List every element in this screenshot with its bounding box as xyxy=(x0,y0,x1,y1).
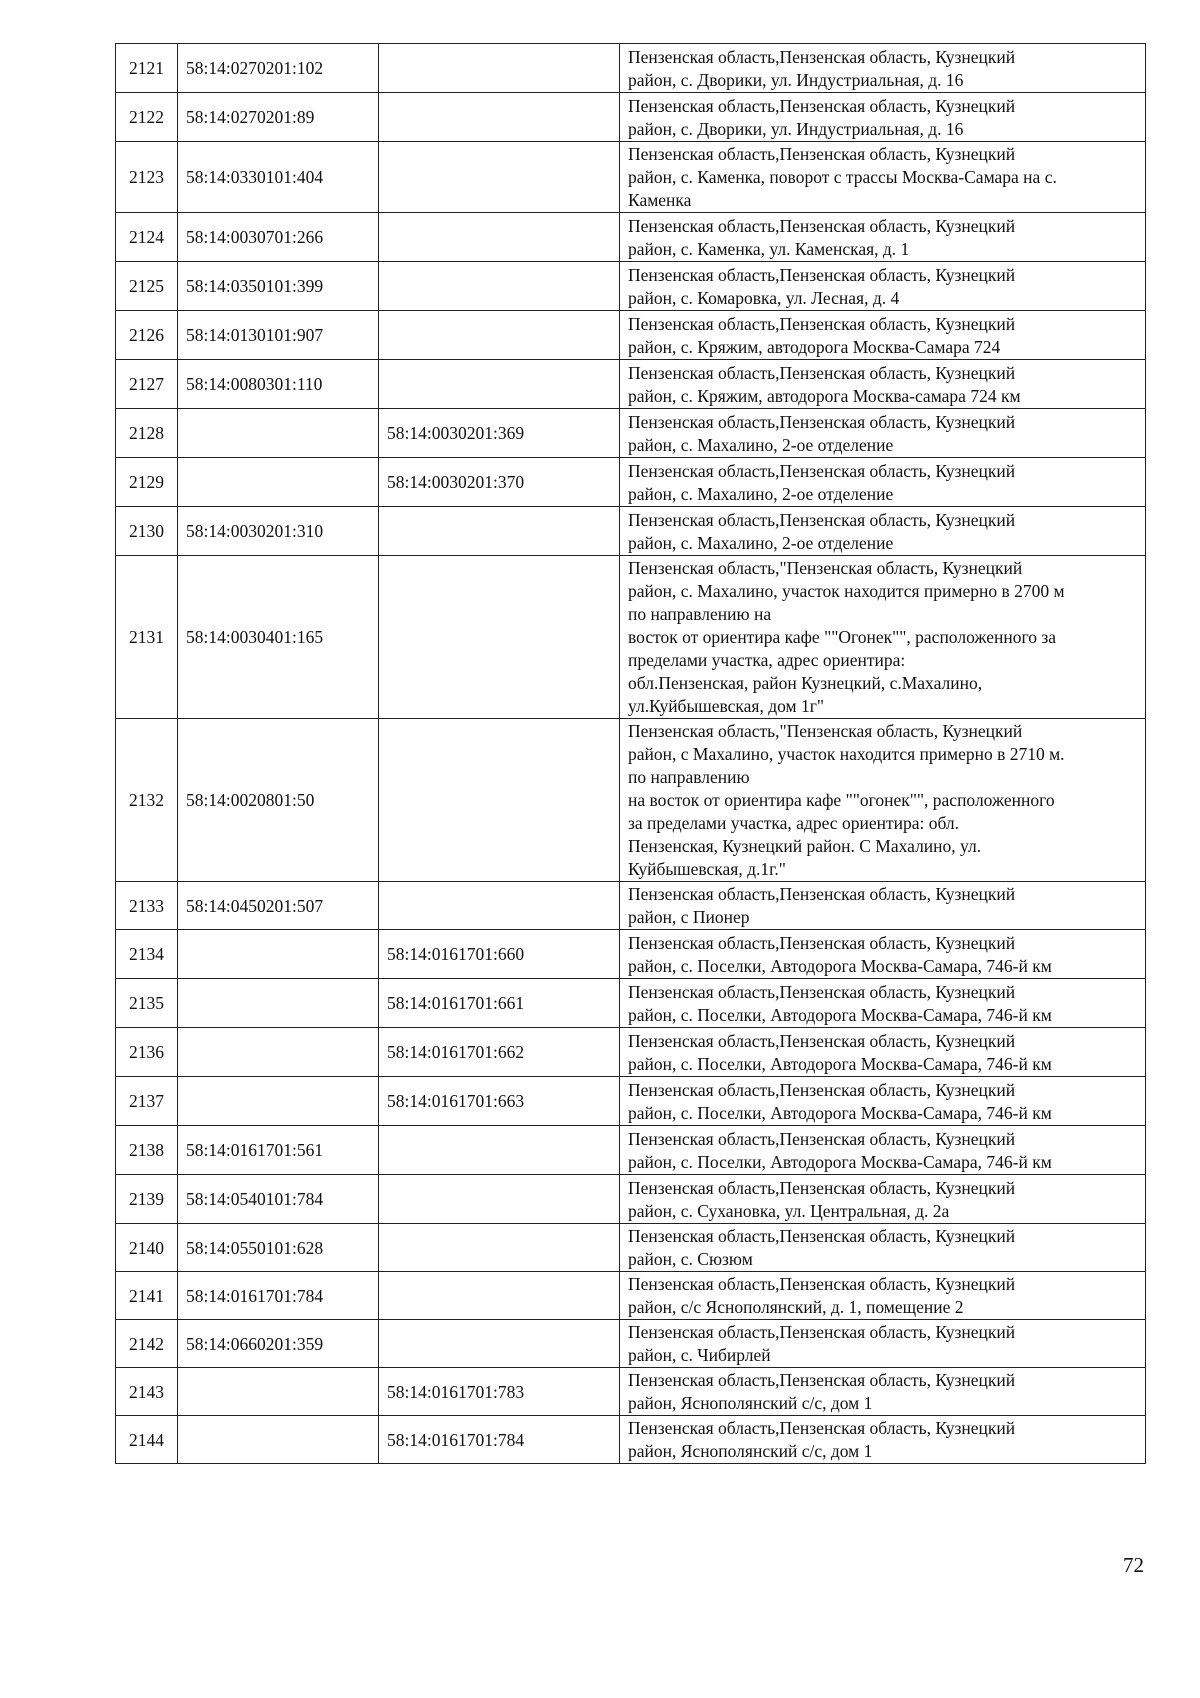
cadastral-number-2: 58:14:0161701:784 xyxy=(379,1416,620,1464)
address-cell: Пензенская область,Пензенская область, Кузнецкий район, с. Сухановка, ул. Центральная, д. 2а xyxy=(620,1175,1146,1224)
row-number: 2121 xyxy=(116,44,178,93)
cadastral-number-1: 58:14:0540101:784 xyxy=(178,1175,379,1224)
row-number: 2126 xyxy=(116,311,178,360)
address-cell: Пензенская область,Пензенская область, Кузнецкий район, с. Кряжим, автодорога Москва-Самара 724 xyxy=(620,311,1146,360)
cadastral-number-2 xyxy=(379,44,620,93)
address-cell: Пензенская область,Пензенская область, Кузнецкий район, с. Поселки, Автодорога Москва-Самара, 746-й км xyxy=(620,1077,1146,1126)
table-row xyxy=(116,1028,1146,1077)
row-number: 2124 xyxy=(116,213,178,262)
cadastral-number-2 xyxy=(379,1224,620,1272)
table-row xyxy=(116,930,1146,979)
cadastral-number-2 xyxy=(379,1272,620,1320)
cadastral-number-2 xyxy=(379,507,620,556)
cadastral-number-2 xyxy=(379,1126,620,1175)
row-number: 2139 xyxy=(116,1175,178,1224)
cadastral-number-1: 58:14:0130101:907 xyxy=(178,311,379,360)
row-number: 2127 xyxy=(116,360,178,409)
address-cell: Пензенская область,Пензенская область, Кузнецкий район, с. Сюзюм xyxy=(620,1224,1146,1272)
address-cell: Пензенская область,"Пензенская область, Кузнецкий район, с. Махалино, участок находится примерно в 2700 м по направлению на восток от ориентира кафе ""Огонек"", расположенного за пределами участка, адрес ориентира: обл.Пензенская, район Кузнецкий, с.Махалино, ул.Куйбышевская, дом 1г" xyxy=(620,556,1146,719)
table-row xyxy=(116,409,1146,458)
cadastral-number-2 xyxy=(379,213,620,262)
cadastral-number-2: 58:14:0161701:783 xyxy=(379,1368,620,1416)
row-number: 2131 xyxy=(116,556,178,719)
cadastral-number-1: 58:14:0660201:359 xyxy=(178,1320,379,1368)
table-row xyxy=(116,507,1146,556)
row-number: 2135 xyxy=(116,979,178,1028)
table-row xyxy=(116,719,1146,882)
cadastral-number-1: 58:14:0030701:266 xyxy=(178,213,379,262)
address-cell: Пензенская область,Пензенская область, Кузнецкий район, с. Кряжим, автодорога Москва-самара 724 км xyxy=(620,360,1146,409)
address-cell: Пензенская область,Пензенская область, Кузнецкий район, с. Махалино, 2-ое отделение xyxy=(620,458,1146,507)
cadastral-number-1: 58:14:0270201:102 xyxy=(178,44,379,93)
table-row xyxy=(116,142,1146,213)
cadastral-number-2 xyxy=(379,311,620,360)
cadastral-number-1: 58:14:0330101:404 xyxy=(178,142,379,213)
table-row xyxy=(116,979,1146,1028)
address-cell: Пензенская область,Пензенская область, Кузнецкий район, с. Каменка, ул. Каменская, д. 1 xyxy=(620,213,1146,262)
row-number: 2140 xyxy=(116,1224,178,1272)
table-row xyxy=(116,44,1146,93)
row-number: 2123 xyxy=(116,142,178,213)
address-cell: Пензенская область,Пензенская область, Кузнецкий район, с. Чибирлей xyxy=(620,1320,1146,1368)
page-number: 72 xyxy=(1123,1553,1144,1577)
table-row xyxy=(116,1077,1146,1126)
cadastral-number-1: 58:14:0270201:89 xyxy=(178,93,379,142)
property-table xyxy=(115,43,1146,1464)
table-row xyxy=(116,556,1146,719)
address-cell: Пензенская область,Пензенская область, Кузнецкий район, с. Поселки, Автодорога Москва-Самара, 746-й км xyxy=(620,1126,1146,1175)
cadastral-number-1: 58:14:0020801:50 xyxy=(178,719,379,882)
table-row xyxy=(116,882,1146,930)
row-number: 2141 xyxy=(116,1272,178,1320)
cadastral-number-1 xyxy=(178,1077,379,1126)
cadastral-number-1: 58:14:0030401:165 xyxy=(178,556,379,719)
address-cell: Пензенская область,Пензенская область, Кузнецкий район, с. Каменка, поворот с трассы Москва-Самара на с. Каменка xyxy=(620,142,1146,213)
address-cell: Пензенская область,"Пензенская область, Кузнецкий район, с Махалино, участок находится примерно в 2710 м. по направлению на восток от ориентира кафе ""огонек"", расположенного за пределами участка, адрес ориентира: обл. Пензенская, Кузнецкий район. С Махалино, ул. Куйбышевская, д.1г." xyxy=(620,719,1146,882)
row-number: 2137 xyxy=(116,1077,178,1126)
cadastral-number-1 xyxy=(178,930,379,979)
cadastral-number-2 xyxy=(379,262,620,311)
table-row xyxy=(116,213,1146,262)
address-cell: Пензенская область,Пензенская область, Кузнецкий район, Яснополянский с/с, дом 1 xyxy=(620,1368,1146,1416)
row-number: 2130 xyxy=(116,507,178,556)
cadastral-number-2 xyxy=(379,882,620,930)
cadastral-number-1: 58:14:0550101:628 xyxy=(178,1224,379,1272)
address-cell: Пензенская область,Пензенская область, Кузнецкий район, с. Махалино, 2-ое отделение xyxy=(620,507,1146,556)
cadastral-number-2 xyxy=(379,556,620,719)
table-row xyxy=(116,1368,1146,1416)
cadastral-number-1 xyxy=(178,1028,379,1077)
cadastral-number-1 xyxy=(178,1368,379,1416)
row-number: 2129 xyxy=(116,458,178,507)
cadastral-number-1: 58:14:0161701:784 xyxy=(178,1272,379,1320)
row-number: 2143 xyxy=(116,1368,178,1416)
row-number: 2125 xyxy=(116,262,178,311)
table-row xyxy=(116,262,1146,311)
table-row xyxy=(116,93,1146,142)
table-row xyxy=(116,1126,1146,1175)
address-cell: Пензенская область,Пензенская область, Кузнецкий район, с Пионер xyxy=(620,882,1146,930)
address-cell: Пензенская область,Пензенская область, Кузнецкий район, с. Комаровка, ул. Лесная, д. 4 xyxy=(620,262,1146,311)
cadastral-number-2: 58:14:0161701:661 xyxy=(379,979,620,1028)
table-body xyxy=(116,44,1146,1464)
address-cell: Пензенская область,Пензенская область, Кузнецкий район, с/с Яснополянский, д. 1, помещение 2 xyxy=(620,1272,1146,1320)
cadastral-number-1 xyxy=(178,1416,379,1464)
row-number: 2132 xyxy=(116,719,178,882)
cadastral-number-2 xyxy=(379,1175,620,1224)
table-row xyxy=(116,1416,1146,1464)
cadastral-number-2 xyxy=(379,142,620,213)
address-cell: Пензенская область,Пензенская область, Кузнецкий район, с. Поселки, Автодорога Москва-Самара, 746-й км xyxy=(620,930,1146,979)
row-number: 2134 xyxy=(116,930,178,979)
row-number: 2122 xyxy=(116,93,178,142)
cadastral-number-2: 58:14:0161701:662 xyxy=(379,1028,620,1077)
row-number: 2136 xyxy=(116,1028,178,1077)
row-number: 2142 xyxy=(116,1320,178,1368)
row-number: 2133 xyxy=(116,882,178,930)
cadastral-number-2: 58:14:0161701:663 xyxy=(379,1077,620,1126)
cadastral-number-1: 58:14:0161701:561 xyxy=(178,1126,379,1175)
cadastral-number-1: 58:14:0450201:507 xyxy=(178,882,379,930)
cadastral-number-2: 58:14:0030201:370 xyxy=(379,458,620,507)
cadastral-number-2: 58:14:0030201:369 xyxy=(379,409,620,458)
table-row xyxy=(116,1320,1146,1368)
table-row xyxy=(116,458,1146,507)
cadastral-number-1: 58:14:0080301:110 xyxy=(178,360,379,409)
cadastral-number-1 xyxy=(178,409,379,458)
address-cell: Пензенская область,Пензенская область, Кузнецкий район, с. Поселки, Автодорога Москва-Самара, 746-й км xyxy=(620,1028,1146,1077)
table-row xyxy=(116,1224,1146,1272)
address-cell: Пензенская область,Пензенская область, Кузнецкий район, с. Дворики, ул. Индустриальная, д. 16 xyxy=(620,44,1146,93)
cadastral-number-1 xyxy=(178,458,379,507)
cadastral-number-2 xyxy=(379,1320,620,1368)
address-cell: Пензенская область,Пензенская область, Кузнецкий район, с. Дворики, ул. Индустриальная, д. 16 xyxy=(620,93,1146,142)
table-row xyxy=(116,311,1146,360)
cadastral-number-1 xyxy=(178,979,379,1028)
row-number: 2128 xyxy=(116,409,178,458)
cadastral-number-2 xyxy=(379,93,620,142)
address-cell: Пензенская область,Пензенская область, Кузнецкий район, с. Махалино, 2-ое отделение xyxy=(620,409,1146,458)
table-row xyxy=(116,1175,1146,1224)
cadastral-number-2 xyxy=(379,719,620,882)
address-cell: Пензенская область,Пензенская область, Кузнецкий район, Яснополянский с/с, дом 1 xyxy=(620,1416,1146,1464)
cadastral-number-2: 58:14:0161701:660 xyxy=(379,930,620,979)
row-number: 2138 xyxy=(116,1126,178,1175)
cadastral-number-1: 58:14:0030201:310 xyxy=(178,507,379,556)
table-row xyxy=(116,1272,1146,1320)
cadastral-number-2 xyxy=(379,360,620,409)
cadastral-number-1: 58:14:0350101:399 xyxy=(178,262,379,311)
row-number: 2144 xyxy=(116,1416,178,1464)
table-row xyxy=(116,360,1146,409)
address-cell: Пензенская область,Пензенская область, Кузнецкий район, с. Поселки, Автодорога Москва-Самара, 746-й км xyxy=(620,979,1146,1028)
